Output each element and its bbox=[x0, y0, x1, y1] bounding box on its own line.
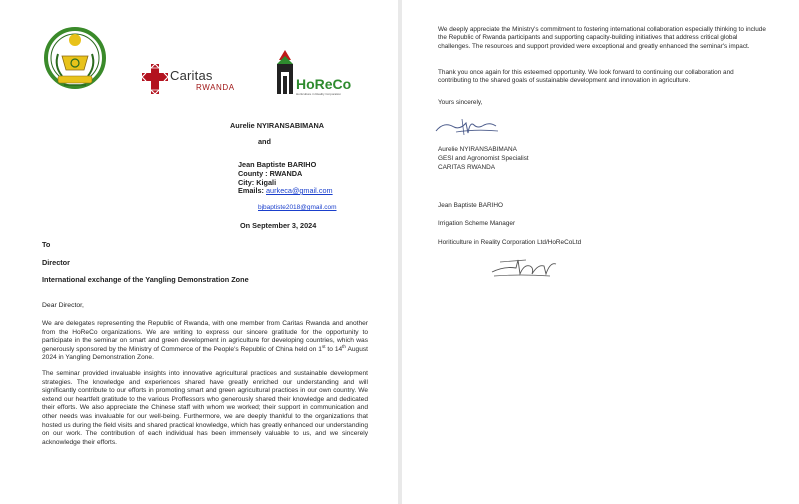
caritas-logo bbox=[140, 62, 240, 100]
letter-page-2 bbox=[402, 0, 799, 504]
emails-line bbox=[238, 186, 333, 195]
and-text: and bbox=[258, 137, 271, 146]
email-link-2[interactable]: bjbaptiste2018@gmail.com bbox=[258, 204, 337, 211]
signature-1 bbox=[432, 113, 502, 139]
closing: Yours sincerely, bbox=[438, 99, 483, 106]
signature-2 bbox=[490, 252, 562, 280]
body-paragraph-2: The seminar provided invaluable insights into innovative agricultural practices and sustainable development strategies. The knowledge and experiences shared have greatly enriched our understanding and will significantly contribute to our efforts in promoting smart and green agricultural practices in our own country. We extend our heartfelt gratitude to the various Proffessors who generously shared their knowledge and dedicated their efforts. We also appreciate the Chinese staff with whom we worked; their support in communication and other needs was invaluable for our well-being. Furthermore, we are deeply thankful to the organizations that hosted us during the field visits and shared practical knowledge, which has greatly enhanced our understanding on our work. The contribution of each individual has been immensely valuable to us, and we sincerely acknowledge their efforts. bbox=[42, 370, 368, 446]
salutation: Dear Director, bbox=[42, 302, 84, 309]
signer2-name: Jean Baptiste BARIHO bbox=[438, 202, 504, 209]
organization-line: International exchange of the Yangling Demonstration Zone bbox=[42, 275, 249, 284]
body-paragraph-4: Thank you once again for this esteemed opportunity. We look forward to continuing our collaboration and contributing to the shared goals of sustainable development and innovation in agriculture. bbox=[438, 69, 734, 85]
horeco-logo bbox=[274, 50, 366, 100]
caritas-country: RWANDA bbox=[196, 83, 235, 92]
caritas-name: Caritas bbox=[170, 68, 213, 83]
sender2-name: Jean Baptiste BARIHO bbox=[238, 160, 317, 169]
letter-page-1 bbox=[0, 0, 398, 504]
city-line: City: Kigali bbox=[238, 178, 277, 187]
sender1-name: Aurelie NYIRANSABIMANA bbox=[230, 121, 325, 130]
rwanda-emblem-logo bbox=[44, 26, 106, 92]
horeco-building-icon bbox=[274, 50, 296, 96]
emails-label: Emails: bbox=[238, 186, 264, 195]
county-line: County : RWANDA bbox=[238, 169, 303, 178]
to-label: To bbox=[42, 240, 51, 249]
horeco-name: HoReCo bbox=[296, 76, 352, 92]
email-link-1[interactable]: aurkeca@gmail.com bbox=[266, 186, 333, 195]
signer2-org: Horiticulture in Reality Corporation Ltd/HoReCoLtd bbox=[438, 239, 582, 246]
signer1-title: GESI and Agronomist Specialist bbox=[438, 155, 529, 162]
caritas-cross-icon bbox=[140, 62, 170, 96]
signer1-name: Aurelie NYIRANSABIMANA bbox=[438, 146, 517, 153]
signer2-title: Irrigation Scheme Manager bbox=[438, 220, 516, 227]
horeco-tagline: Horticulture in Reality Corporation bbox=[296, 92, 342, 96]
director-label: Director bbox=[42, 258, 70, 267]
body-paragraph-3: We deeply appreciate the Ministry's commitment to fostering international collaboration especially thinking to include the Republic of Rwanda participants and supporting capacity-building initiatives that address critical global challenges. The resources and support provided were exceptional and greatly enhanced the seminar's impact. bbox=[438, 26, 766, 50]
body-paragraph-1: We are delegates representing the Republic of Rwanda, with one member from Caritas Rwanda and another from the HoReCo organizations. We are writing to express our sincere gratitude for the opportunity to participate in the seminar on smart and green development in agriculture for developing countries, which was generously sponsored by the Ministry of Commerce of the People's Republic of China held on 1st to 14th August 2024 in Yangling Demonstration Zone. bbox=[42, 320, 369, 362]
date-line: On September 3, 2024 bbox=[240, 221, 317, 230]
signer1-org: CARITAS RWANDA bbox=[438, 164, 496, 171]
